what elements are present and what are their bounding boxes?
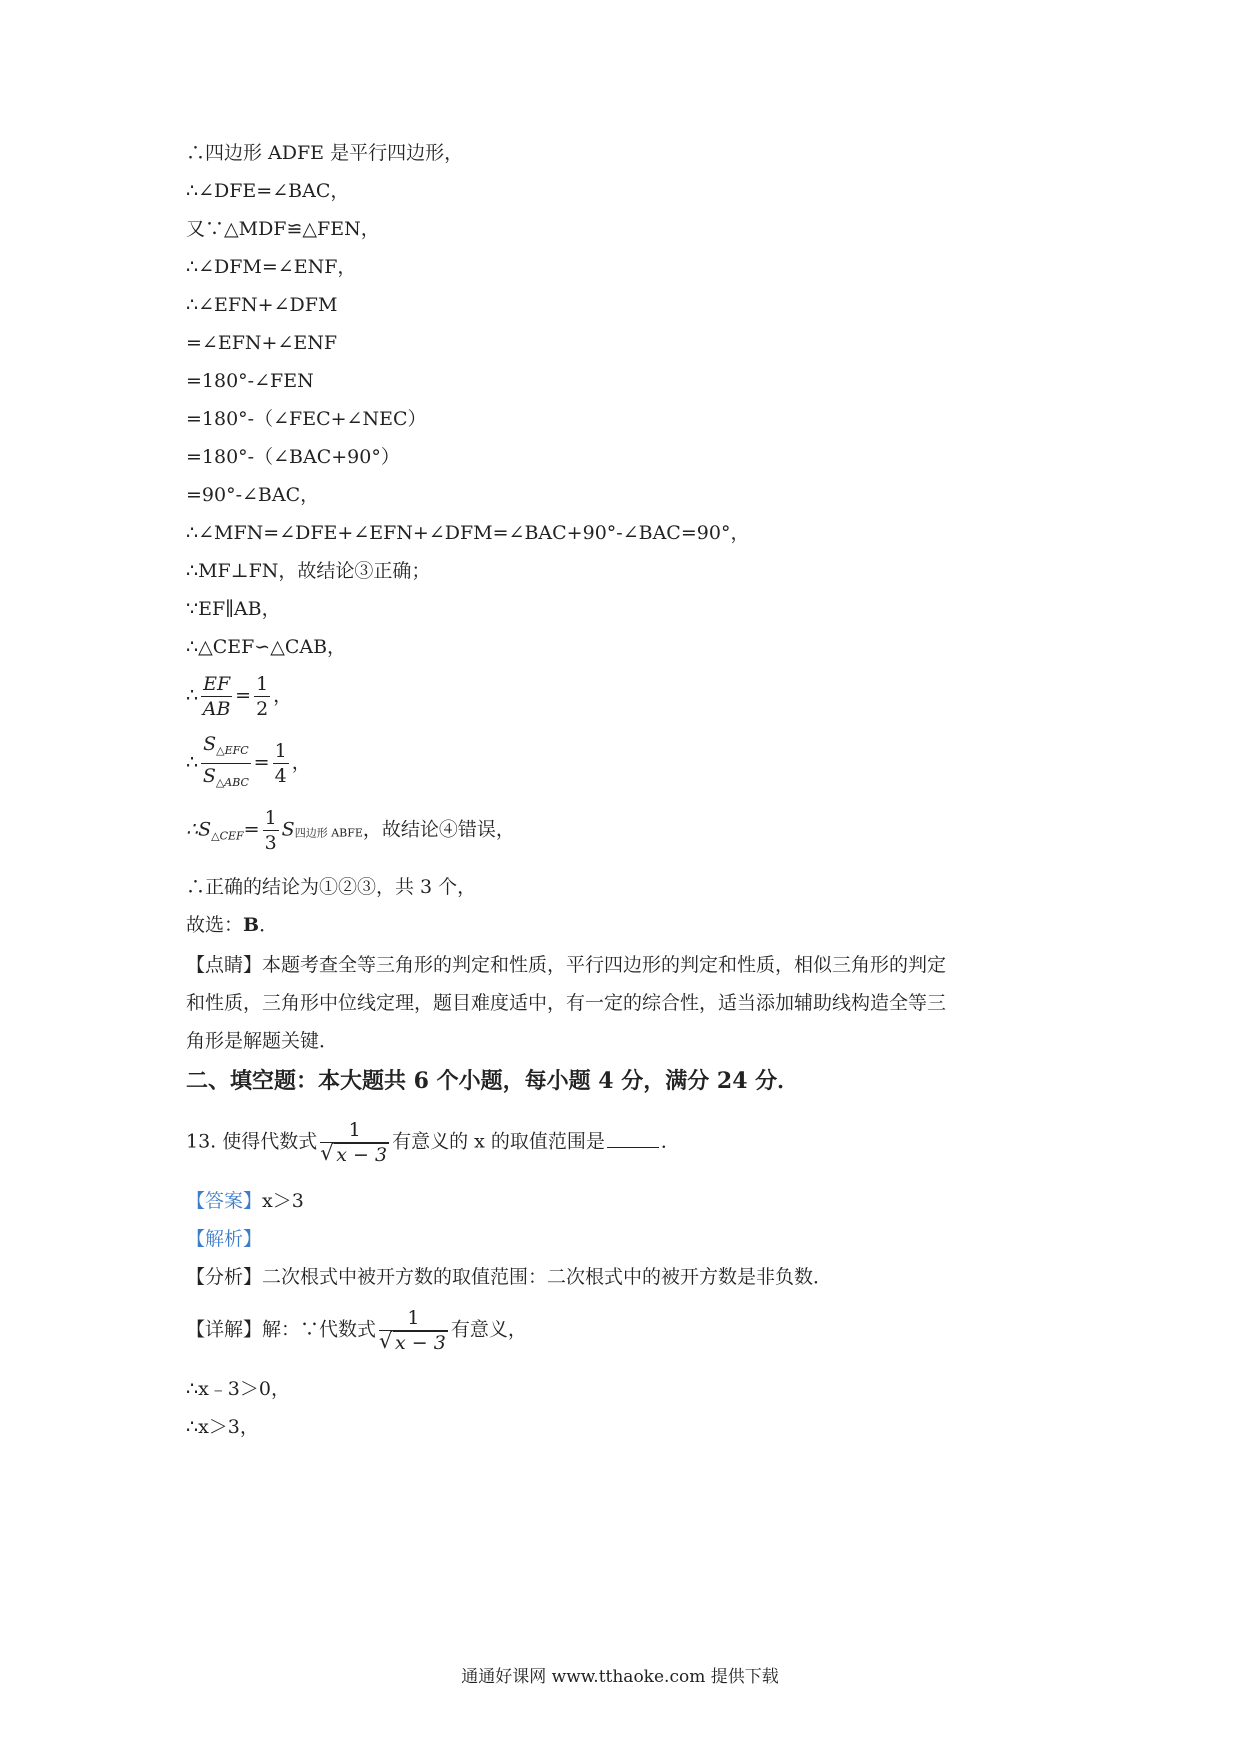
fraction-ef-ab (201, 672, 232, 721)
jiexi-label: 【解析】 (186, 1228, 263, 1250)
line-29: ∴x＞3， (186, 1416, 259, 1438)
line-7: =180°-∠FEN (186, 370, 314, 392)
radicand: x − 3 (395, 1332, 446, 1354)
line-18: ∴正确的结论为①②③，共 3 个， (186, 876, 477, 898)
fraction-denominator: 3 (264, 832, 277, 854)
area-subscript-quadrilateral: 四边形 ABFE (294, 826, 363, 840)
line-9: =180°-（∠BAC+90°） (186, 446, 400, 468)
equals-sign: = (253, 751, 270, 774)
line-6: =∠EFN+∠ENF (186, 332, 338, 354)
section-heading: 二、填空题：本大题共 6 个小题，每小题 4 分，满分 24 分． (186, 1068, 800, 1094)
question-text: 有意义的 x 的取值范围是 (392, 1130, 605, 1153)
conclusion-text: ，故结论④错误， (362, 818, 515, 841)
area-symbol: S (203, 733, 217, 755)
therefore-symbol: ∴ (186, 684, 199, 707)
question-13 (186, 1118, 680, 1167)
answer-line (186, 1188, 304, 1214)
line-3: 又∵△MDF≌△FEN， (186, 218, 380, 240)
line-14: ∴△CEF∽△CAB， (186, 636, 347, 658)
equals-sign: = (243, 818, 260, 841)
radicand: x − 3 (336, 1144, 388, 1166)
line-8: =180°-（∠FEC+∠NEC） (186, 408, 427, 430)
xiangjie-line (186, 1306, 527, 1355)
fraction-one-half (254, 672, 270, 721)
fenxi-line: 【分析】二次根式中被开方数的取值范围：二次根式中的被开方数是非负数． (186, 1266, 833, 1288)
sqrt-expression (320, 1143, 389, 1167)
dianjing-line-3: 角形是解题关键． (186, 1030, 339, 1052)
sqrt-icon: √ (379, 1329, 393, 1353)
page-footer: 通通好课网 www.tthaoke.com 提供下载 (461, 1667, 779, 1687)
fraction-denominator (379, 1331, 448, 1355)
period: ． (259, 914, 279, 936)
fraction-denominator: AB (202, 698, 231, 720)
fraction-denominator (201, 764, 251, 795)
xiangjie-text: 有意义， (450, 1318, 527, 1341)
line-1: ∴四边形 ADFE 是平行四边形， (186, 142, 464, 164)
area-subscript: △ABC (215, 776, 249, 789)
choice-letter: B (243, 914, 260, 936)
fraction-denominator: 2 (256, 698, 269, 720)
fraction-numerator (201, 732, 251, 764)
fraction-one-over-sqrt (320, 1118, 389, 1167)
therefore-symbol: ∴ (186, 751, 199, 774)
fraction-one-quarter (273, 739, 289, 788)
area-subscript: △CEF (211, 829, 244, 843)
area-conclusion-line (186, 806, 515, 855)
line-28: ∴x﹣3＞0， (186, 1378, 290, 1400)
fraction-one-third (263, 806, 279, 855)
sqrt-expression (379, 1331, 448, 1355)
line-5: ∴∠EFN+∠DFM (186, 294, 338, 316)
fraction-numerator: 1 (320, 1118, 389, 1143)
xiangjie-text: 【详解】解：∵代数式 (186, 1318, 377, 1341)
fraction-numerator: EF (203, 673, 231, 695)
question-text: 13. 使得代数式 (186, 1130, 318, 1153)
fraction-numerator: 1 (379, 1306, 448, 1331)
line-2: ∴∠DFE=∠BAC， (186, 180, 350, 202)
answer-choice-line (186, 912, 278, 938)
fraction-one-over-sqrt (379, 1306, 448, 1355)
answer-blank (607, 1147, 659, 1148)
ratio-line-ef-ab (186, 672, 292, 721)
fraction-numerator: 1 (264, 807, 277, 829)
choice-prefix: 故选： (186, 914, 244, 936)
ratio-line-areas (186, 732, 311, 795)
dianjing-line-1: 【点睛】本题考查全等三角形的判定和性质，平行四边形的判定和性质，相似三角形的判定 (186, 954, 947, 976)
answer-label: 【答案】 (186, 1190, 263, 1212)
line-10: =90°-∠BAC， (186, 484, 320, 506)
period: ． (660, 1130, 680, 1153)
line-4: ∴∠DFM=∠ENF， (186, 256, 357, 278)
line-13: ∵EF∥AB， (186, 598, 281, 620)
equals-sign: = (235, 684, 252, 707)
comma: ， (291, 751, 311, 774)
fraction-denominator: 4 (274, 765, 287, 787)
fraction-denominator (320, 1143, 389, 1167)
comma: ， (273, 684, 293, 707)
line-12: ∴MF⊥FN，故结论③正确； (186, 560, 431, 582)
area-subscript: △EFC (216, 744, 249, 757)
fraction-numerator: 1 (274, 740, 287, 762)
therefore-area-symbol: ∴S (186, 818, 212, 841)
fraction-numerator: 1 (256, 673, 269, 695)
line-11: ∴∠MFN=∠DFE+∠EFN+∠DFM=∠BAC+90°-∠BAC=90°， (186, 522, 750, 544)
area-symbol: S (281, 818, 295, 841)
fraction-area-ratio (201, 732, 251, 795)
dianjing-line-2: 和性质，三角形中位线定理，题目难度适中，有一定的综合性，适当添加辅助线构造全等三 (186, 992, 947, 1014)
sqrt-icon: √ (320, 1141, 334, 1165)
answer-value: x＞3 (262, 1190, 304, 1212)
area-symbol: S (202, 765, 216, 787)
